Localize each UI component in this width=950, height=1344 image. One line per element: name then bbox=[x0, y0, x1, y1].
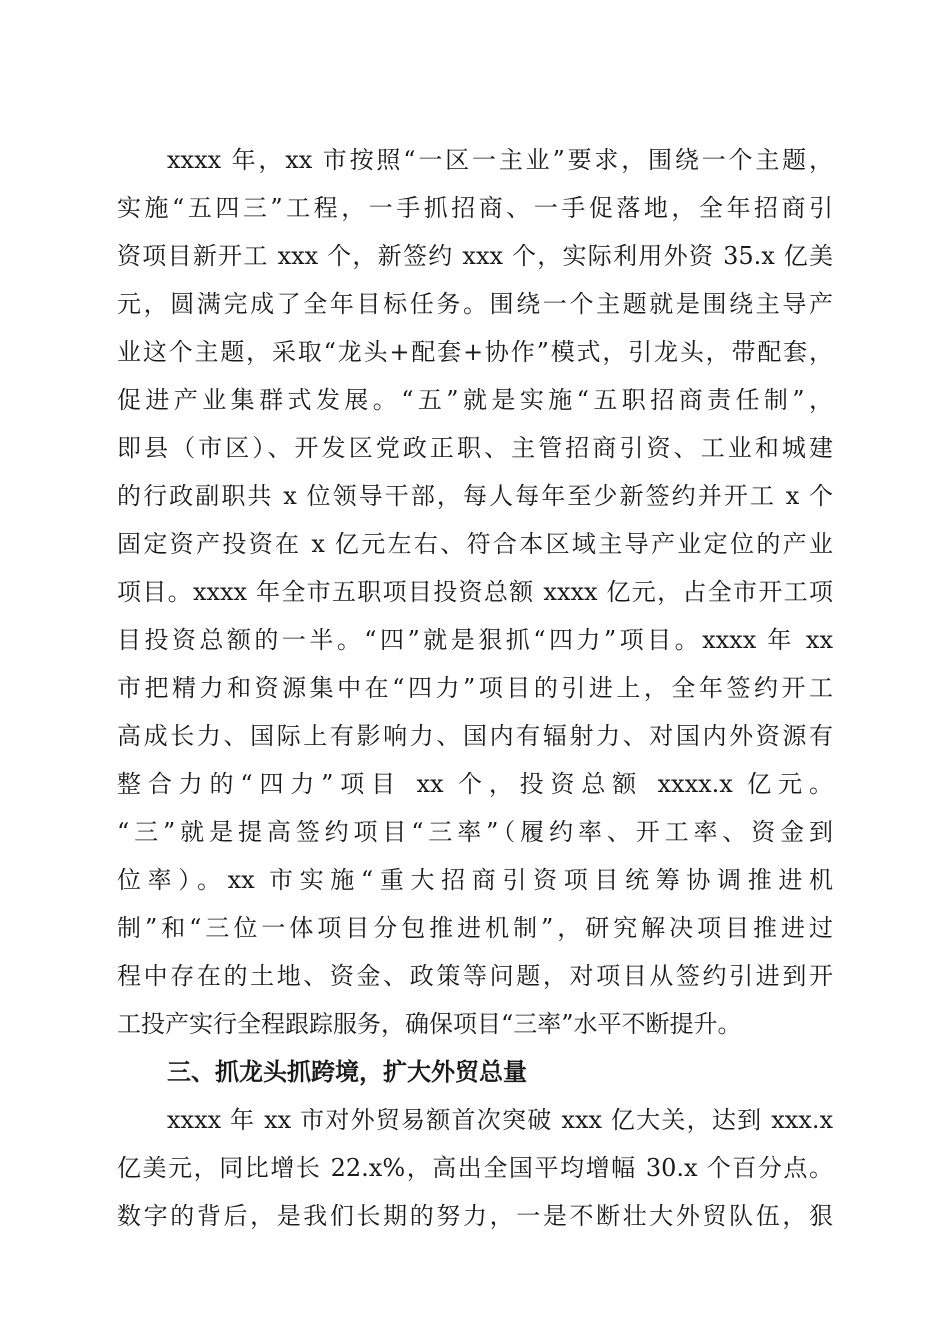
paragraph-line: xxxx 年，xx 市按照“一区一主业”要求，围绕一个主题， bbox=[167, 146, 833, 174]
paragraph-line: 市把精力和资源集中在“四力”项目的引进上，全年签约开工 bbox=[117, 674, 833, 702]
paragraph-line: “三”就是提高签约项目“三率”（履约率、开工率、资金到 bbox=[117, 818, 833, 846]
paragraph-line: 目投资总额的一半。“四”就是狠抓“四力”项目。xxxx 年 xx bbox=[117, 626, 833, 654]
paragraph-line: 促进产业集群式发展。“五”就是实施“五职招商责任制”， bbox=[117, 386, 833, 414]
paragraph-line: 数字的背后，是我们长期的努力，一是不断壮大外贸队伍，狠 bbox=[117, 1202, 833, 1230]
paragraph-line: 即县（市区）、开发区党政正职、主管招商引资、工业和城建 bbox=[117, 434, 833, 462]
paragraph-line: 高成长力、国际上有影响力、国内有辐射力、对国内外资源有 bbox=[117, 722, 833, 750]
paragraph-line: 业这个主题，采取“龙头+配套+协作”模式，引龙头，带配套， bbox=[117, 338, 833, 366]
paragraph-line: 工投产实行全程跟踪服务，确保项目“三率”水平不断提升。 bbox=[117, 1010, 742, 1038]
paragraph-line: 资项目新开工 xxx 个，新签约 xxx 个，实际利用外资 35.x 亿美 bbox=[117, 242, 833, 270]
paragraph-line: 的行政副职共 x 位领导干部，每人每年至少新签约并开工 x 个 bbox=[117, 482, 833, 510]
section-heading: 三、抓龙头抓跨境，扩大外贸总量 bbox=[167, 1058, 527, 1086]
paragraph-line: 程中存在的土地、资金、政策等问题，对项目从签约引进到开 bbox=[117, 962, 833, 990]
paragraph-line: 项目。xxxx 年全市五职项目投资总额 xxxx 亿元，占全市开工项 bbox=[117, 578, 833, 606]
paragraph-line: 制”和“三位一体项目分包推进机制”，研究解决项目推进过 bbox=[117, 914, 833, 942]
paragraph-line: 固定资产投资在 x 亿元左右、符合本区域主导产业定位的产业 bbox=[117, 530, 833, 558]
paragraph-line: 实施“五四三”工程，一手抓招商、一手促落地，全年招商引 bbox=[117, 194, 833, 222]
paragraph-line: xxxx 年 xx 市对外贸易额首次突破 xxx 亿大关，达到 xxx.x bbox=[167, 1106, 833, 1134]
paragraph-line: 整合力的“四力”项目 xx 个，投资总额 xxxx.x 亿元。 bbox=[117, 770, 833, 798]
paragraph-line: 位率）。xx 市实施“重大招商引资项目统筹协调推进机 bbox=[117, 866, 833, 894]
paragraph-line: 亿美元，同比增长 22.x%，高出全国平均增幅 30.x 个百分点。 bbox=[117, 1154, 833, 1182]
paragraph-line: 元，圆满完成了全年目标任务。围绕一个主题就是围绕主导产 bbox=[117, 290, 833, 318]
